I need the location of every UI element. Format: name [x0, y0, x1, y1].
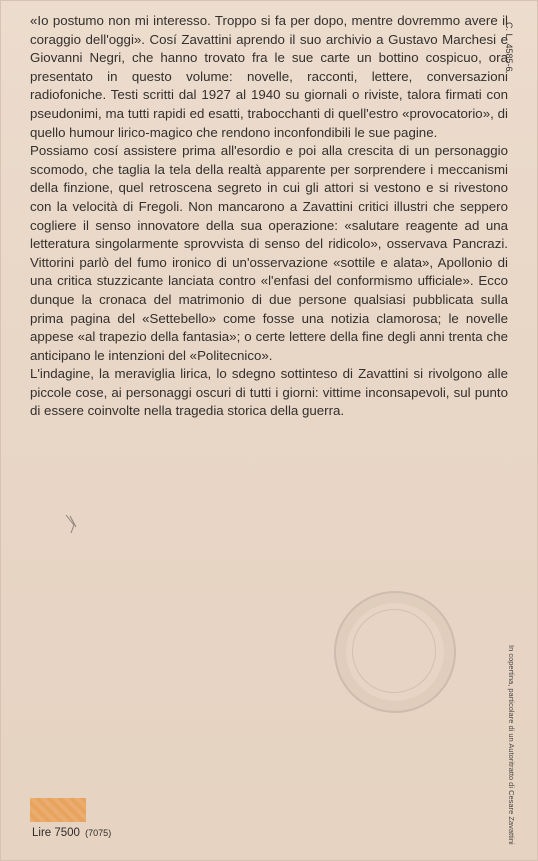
- pencil-mark-icon: [64, 513, 80, 535]
- catalog-code: C. L. 4585-6: [504, 22, 514, 72]
- blurb-paragraph-2: Possiamo cosí assistere prima all'esordio e poi alla crescita di un personaggio scomodo, che taglia la tela della realtà apparente per sorprendere i meccanismi della finzione, quel retroscena segreto in cui gli attori si vestono e si rivestono con la velocità di Fregoli. Non mancarono a Zavattini critici illustri che seppero cogliere il senso innovatore della sua operazione: «salutare reagente ad una letteratura singolarmente sprovvista di senso del ridicolo», osservava Pancrazi. Vittorini parlò del fumo ironico di un'osservazione «sottile e alata», Apollonio di una critica stuzzicante lanciata contro «l'enfasi del conformismo ufficiale». Ecco dunque la cronaca del matrimonio di due persone qualsiasi pubblicata sulla prima pagina del «Settebello» come fosse una notizia clamorosa; le novelle appese «al trapezio della fantasia»; o certe lettere della fine degli anni trenta che anticipano le intenzioni del «Politecnico».: [30, 143, 508, 363]
- cover-credit: In copertina, particolare di un Autoritratto di Cesare Zavattini: [507, 645, 516, 845]
- blurb-paragraph-3: L'indagine, la meraviglia lirica, lo sdegno sottinteso di Zavattini si rivolgono alle piccole cose, ai personaggi oscuri di tutti i giorni: vittime inconsapevoli, sul punto di essere coinvolte nella tragedia storica della guerra.: [30, 366, 508, 419]
- price-sticker: [30, 798, 86, 822]
- stamp-inner-ring: [352, 609, 436, 693]
- blurb-paragraph-1: «Io postumo non mi interesso. Troppo si fa per dopo, mentre dovremmo avere il coraggio dell'oggi». Cosí Zavattini aprendo il suo archivio a Gustavo Marchesi e Giovanni Negri, che hanno trovato fra le sue carte un bottino cospicuo, ora presentato in questo volume: novelle, racconti, lettere, conversazioni radiofoniche. Testi scritti dal 1927 al 1940 su giornali o riviste, talora firmati con pseudonimi, ma tutti rapidi ed esatti, trabocchanti di quell'estro «provocatorio», di quello humour lirico-magico che rendono inconfondibili le sue pagine.: [30, 13, 508, 140]
- price-value: Lire 7500: [32, 827, 80, 839]
- price-label: [32, 827, 111, 839]
- price-code: (7075): [85, 828, 112, 838]
- blurb-text: [30, 12, 508, 421]
- faded-library-stamp: [334, 591, 456, 713]
